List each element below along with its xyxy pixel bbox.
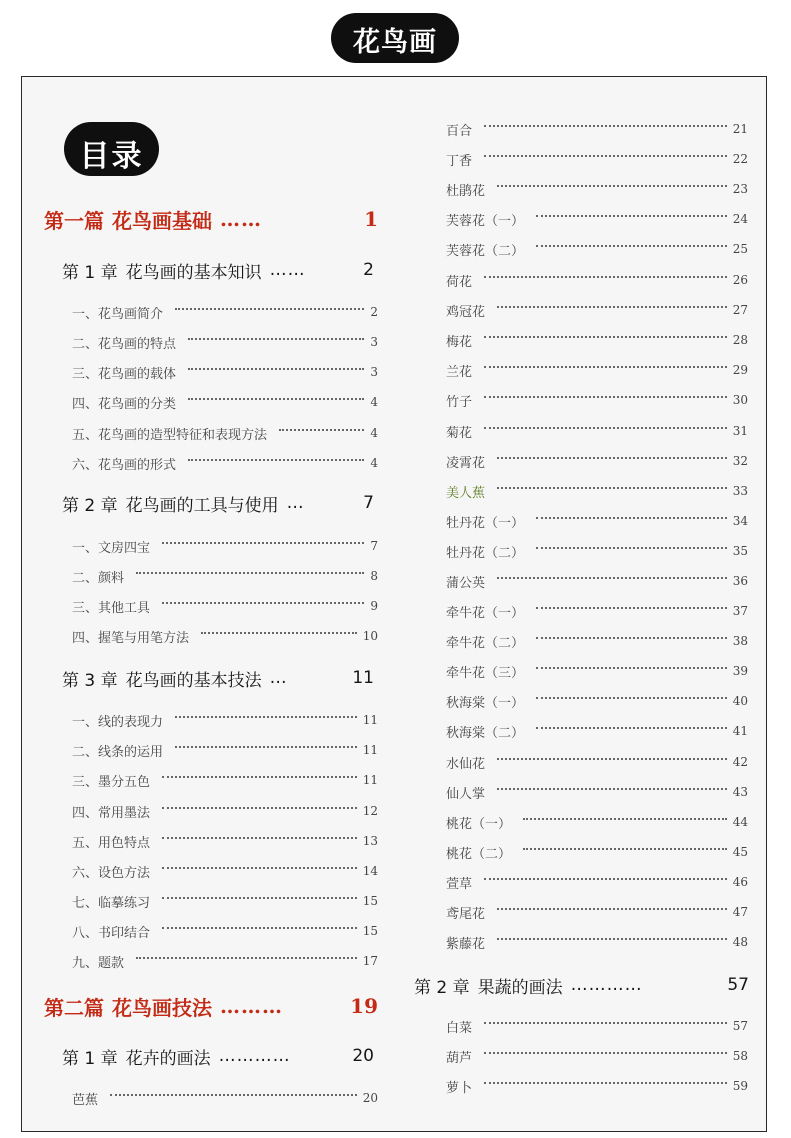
entry-title: 葫芦 bbox=[446, 1050, 473, 1066]
entry-page-number: 4 bbox=[370, 456, 378, 470]
entry-page-number: 13 bbox=[362, 834, 378, 848]
header-badge bbox=[331, 13, 459, 63]
entry-title: 牡丹花（一） bbox=[446, 515, 525, 531]
entry-page-number: 59 bbox=[732, 1079, 748, 1093]
toc-entry[interactable] bbox=[446, 1016, 748, 1036]
dot-leader bbox=[162, 776, 357, 778]
entry-page-number: 11 bbox=[362, 713, 378, 727]
toc-entry[interactable] bbox=[72, 536, 378, 556]
chapter-label: 第 1 章 bbox=[62, 1048, 118, 1069]
toc-entry[interactable] bbox=[72, 332, 378, 352]
entry-page-number: 37 bbox=[732, 604, 748, 618]
dot-leader bbox=[484, 878, 727, 880]
toc-entry[interactable] bbox=[446, 481, 748, 501]
dot-leader bbox=[279, 429, 364, 431]
part-title: 花鸟画基础 bbox=[112, 208, 212, 233]
toc-entry[interactable] bbox=[446, 872, 748, 892]
dot-leader bbox=[536, 215, 727, 217]
toc-chapter-heading[interactable] bbox=[62, 1043, 374, 1069]
toc-entry[interactable] bbox=[446, 1046, 748, 1066]
entry-page-number: 23 bbox=[732, 182, 748, 196]
entry-title: 秋海棠（二） bbox=[446, 725, 525, 741]
entry-page-number: 7 bbox=[370, 539, 378, 553]
toc-entry[interactable] bbox=[446, 782, 748, 802]
entry-title: 二、线条的运用 bbox=[72, 744, 164, 760]
dot-leader bbox=[536, 727, 727, 729]
toc-entry[interactable] bbox=[72, 801, 378, 821]
toc-entry[interactable] bbox=[72, 831, 378, 851]
entry-page-number: 11 bbox=[362, 773, 378, 787]
dot-leader bbox=[175, 746, 357, 748]
toc-entry[interactable] bbox=[446, 932, 748, 952]
entry-page-number: 46 bbox=[732, 875, 748, 889]
part-label: 第二篇 bbox=[44, 995, 104, 1020]
entry-title: 一、文房四宝 bbox=[72, 540, 151, 556]
chapter-label: 第 2 章 bbox=[414, 977, 470, 998]
entry-page-number: 4 bbox=[370, 426, 378, 440]
entry-page-number: 34 bbox=[732, 514, 748, 528]
entry-page-number: 2 bbox=[370, 305, 378, 319]
entry-title: 紫藤花 bbox=[446, 936, 486, 952]
toc-title: 目录 bbox=[79, 139, 144, 174]
entry-title: 芙蓉花（二） bbox=[446, 243, 525, 259]
toc-entry[interactable] bbox=[446, 209, 748, 229]
dot-leader bbox=[162, 897, 357, 899]
entry-page-number: 27 bbox=[732, 303, 748, 317]
entry-title: 兰花 bbox=[446, 364, 473, 380]
dot-leader bbox=[536, 547, 727, 549]
dot-leader bbox=[536, 245, 727, 247]
entry-page-number: 8 bbox=[370, 569, 378, 583]
dot-leader bbox=[484, 366, 727, 368]
entry-page-number: 22 bbox=[732, 152, 748, 166]
entry-title: 白菜 bbox=[446, 1020, 473, 1036]
chapter-page-number: 2 bbox=[363, 260, 374, 280]
entry-title: 五、花鸟画的造型特征和表现方法 bbox=[72, 427, 268, 443]
dot-leader bbox=[536, 607, 727, 609]
entry-title: 七、临摹练习 bbox=[72, 895, 151, 911]
dot-leader bbox=[484, 1052, 727, 1054]
dot-leader bbox=[136, 957, 357, 959]
entry-title: 桃花（一） bbox=[446, 816, 512, 832]
entry-title: 牡丹花（二） bbox=[446, 545, 525, 561]
dot-leader bbox=[162, 837, 357, 839]
entry-page-number: 36 bbox=[732, 574, 748, 588]
toc-entry[interactable] bbox=[72, 362, 378, 382]
toc-entry[interactable] bbox=[446, 360, 748, 380]
dot-leader bbox=[497, 788, 727, 790]
dot-leader bbox=[162, 867, 357, 869]
entry-page-number: 28 bbox=[732, 333, 748, 347]
dot-leader bbox=[484, 276, 727, 278]
entry-page-number: 26 bbox=[732, 273, 748, 287]
chapter-leader: ………… bbox=[218, 1046, 291, 1066]
entry-title: 八、书印结合 bbox=[72, 925, 151, 941]
entry-page-number: 15 bbox=[362, 924, 378, 938]
toc-entry[interactable] bbox=[72, 861, 378, 881]
entry-title: 丁香 bbox=[446, 153, 473, 169]
entry-title: 水仙花 bbox=[446, 756, 486, 772]
entry-title: 鸢尾花 bbox=[446, 906, 486, 922]
entry-page-number: 10 bbox=[362, 629, 378, 643]
toc-entry[interactable] bbox=[446, 390, 748, 410]
entry-page-number: 29 bbox=[732, 363, 748, 377]
toc-entry[interactable] bbox=[446, 661, 748, 681]
entry-page-number: 9 bbox=[370, 599, 378, 613]
entry-title: 三、墨分五色 bbox=[72, 774, 151, 790]
dot-leader bbox=[175, 716, 357, 718]
toc-entry[interactable] bbox=[72, 891, 378, 911]
entry-page-number: 21 bbox=[732, 122, 748, 136]
part-page-number: 1 bbox=[364, 207, 378, 231]
entry-title: 桃花（二） bbox=[446, 846, 512, 862]
toc-entry[interactable] bbox=[72, 302, 378, 322]
toc-entry[interactable] bbox=[72, 566, 378, 586]
chapter-leader: ………… bbox=[570, 975, 643, 995]
toc-entry[interactable] bbox=[446, 812, 748, 832]
header-badge-text: 花鸟画 bbox=[353, 27, 437, 58]
toc-entry[interactable] bbox=[446, 149, 748, 169]
chapter-page-number: 57 bbox=[727, 975, 749, 995]
toc-entry[interactable] bbox=[446, 179, 748, 199]
entry-title: 六、花鸟画的形式 bbox=[72, 457, 177, 473]
entry-title: 芙蓉花（一） bbox=[446, 213, 525, 229]
chapter-leader: … bbox=[269, 668, 288, 688]
toc-entry[interactable] bbox=[446, 451, 748, 471]
toc-entry[interactable] bbox=[446, 902, 748, 922]
toc-entry[interactable] bbox=[72, 596, 378, 616]
entry-page-number: 15 bbox=[362, 894, 378, 908]
dot-leader bbox=[523, 818, 727, 820]
toc-entry[interactable] bbox=[446, 842, 748, 862]
toc-part-heading[interactable] bbox=[44, 206, 384, 232]
entry-title: 五、用色特点 bbox=[72, 835, 151, 851]
dot-leader bbox=[484, 336, 727, 338]
chapter-title: 花鸟画的基本技法 bbox=[125, 670, 262, 691]
toc-entry[interactable] bbox=[446, 300, 748, 320]
part-leader: …… bbox=[220, 207, 262, 231]
toc-entry[interactable] bbox=[72, 710, 378, 730]
dot-leader bbox=[162, 927, 357, 929]
entry-title: 百合 bbox=[446, 123, 473, 139]
dot-leader bbox=[497, 938, 727, 940]
part-title: 花鸟画技法 bbox=[112, 995, 212, 1020]
chapter-leader: … bbox=[286, 493, 305, 513]
entry-title: 芭蕉 bbox=[72, 1092, 99, 1108]
entry-title: 四、握笔与用笔方法 bbox=[72, 630, 190, 646]
entry-title: 梅花 bbox=[446, 334, 473, 350]
toc-entry[interactable] bbox=[446, 119, 748, 139]
entry-title: 蒲公英 bbox=[446, 575, 486, 591]
entry-title: 九、题款 bbox=[72, 955, 125, 971]
dot-leader bbox=[188, 398, 364, 400]
toc-entry[interactable] bbox=[72, 951, 378, 971]
entry-page-number: 41 bbox=[732, 724, 748, 738]
toc-entry[interactable] bbox=[446, 571, 748, 591]
dot-leader bbox=[497, 457, 727, 459]
entry-title: 二、花鸟画的特点 bbox=[72, 336, 177, 352]
toc-entry[interactable] bbox=[446, 330, 748, 350]
toc-entry[interactable] bbox=[446, 541, 748, 561]
entry-page-number: 38 bbox=[732, 634, 748, 648]
entry-title: 四、花鸟画的分类 bbox=[72, 396, 177, 412]
toc-chapter-heading[interactable] bbox=[62, 665, 374, 691]
entry-page-number: 14 bbox=[362, 864, 378, 878]
toc-entry[interactable] bbox=[446, 270, 748, 290]
toc-entry[interactable] bbox=[446, 421, 748, 441]
chapter-title: 花鸟画的基本知识 bbox=[125, 262, 262, 283]
dot-leader bbox=[188, 459, 364, 461]
dot-leader bbox=[536, 667, 727, 669]
dot-leader bbox=[110, 1094, 357, 1096]
chapter-title: 果蔬的画法 bbox=[477, 977, 563, 998]
entry-title: 一、花鸟画简介 bbox=[72, 306, 164, 322]
entry-page-number: 30 bbox=[732, 393, 748, 407]
dot-leader bbox=[484, 1082, 727, 1084]
entry-page-number: 32 bbox=[732, 454, 748, 468]
toc-entry[interactable] bbox=[72, 453, 378, 473]
entry-page-number: 31 bbox=[732, 424, 748, 438]
dot-leader bbox=[188, 338, 364, 340]
dot-leader bbox=[175, 308, 364, 310]
dot-leader bbox=[136, 572, 364, 574]
dot-leader bbox=[162, 602, 364, 604]
chapter-title: 花鸟画的工具与使用 bbox=[125, 495, 279, 516]
chapter-title: 花卉的画法 bbox=[125, 1048, 211, 1069]
chapter-label: 第 3 章 bbox=[62, 670, 118, 691]
entry-page-number: 47 bbox=[732, 905, 748, 919]
entry-page-number: 35 bbox=[732, 544, 748, 558]
dot-leader bbox=[497, 185, 727, 187]
dot-leader bbox=[201, 632, 357, 634]
dot-leader bbox=[162, 807, 357, 809]
entry-title: 二、颜料 bbox=[72, 570, 125, 586]
entry-page-number: 39 bbox=[732, 664, 748, 678]
entry-page-number: 40 bbox=[732, 694, 748, 708]
dot-leader bbox=[188, 368, 364, 370]
entry-title: 鸡冠花 bbox=[446, 304, 486, 320]
entry-title: 荷花 bbox=[446, 274, 473, 290]
dot-leader bbox=[523, 848, 727, 850]
dot-leader bbox=[536, 697, 727, 699]
entry-page-number: 17 bbox=[362, 954, 378, 968]
chapter-page-number: 20 bbox=[352, 1046, 374, 1066]
entry-title: 杜鹃花 bbox=[446, 183, 486, 199]
entry-page-number: 3 bbox=[370, 365, 378, 379]
entry-title: 四、常用墨法 bbox=[72, 805, 151, 821]
toc-entry[interactable] bbox=[446, 752, 748, 772]
entry-title: 凌霄花 bbox=[446, 455, 486, 471]
entry-title: 竹子 bbox=[446, 394, 473, 410]
entry-page-number: 25 bbox=[732, 242, 748, 256]
toc-entry[interactable] bbox=[72, 921, 378, 941]
entry-page-number: 58 bbox=[732, 1049, 748, 1063]
part-leader: ……… bbox=[220, 994, 283, 1018]
toc-entry[interactable] bbox=[72, 1088, 378, 1108]
entry-page-number: 48 bbox=[732, 935, 748, 949]
part-label: 第一篇 bbox=[44, 208, 104, 233]
chapter-label: 第 2 章 bbox=[62, 495, 118, 516]
entry-page-number: 43 bbox=[732, 785, 748, 799]
entry-title: 美人蕉 bbox=[446, 485, 486, 501]
entry-page-number: 44 bbox=[732, 815, 748, 829]
entry-page-number: 20 bbox=[362, 1091, 378, 1105]
chapter-label: 第 1 章 bbox=[62, 262, 118, 283]
part-page-number: 19 bbox=[350, 994, 378, 1018]
dot-leader bbox=[484, 125, 727, 127]
entry-title: 三、花鸟画的载体 bbox=[72, 366, 177, 382]
entry-title: 萝卜 bbox=[446, 1080, 473, 1096]
entry-title: 三、其他工具 bbox=[72, 600, 151, 616]
chapter-page-number: 7 bbox=[363, 493, 374, 513]
dot-leader bbox=[484, 396, 727, 398]
entry-page-number: 4 bbox=[370, 395, 378, 409]
toc-entry[interactable] bbox=[72, 740, 378, 760]
toc-entry[interactable] bbox=[446, 239, 748, 259]
chapter-page-number: 11 bbox=[352, 668, 374, 688]
toc-chapter-heading[interactable] bbox=[62, 257, 374, 283]
entry-title: 六、设色方法 bbox=[72, 865, 151, 881]
entry-title: 牵牛花（一） bbox=[446, 605, 525, 621]
toc-entry[interactable] bbox=[72, 626, 378, 646]
toc-entry[interactable] bbox=[72, 770, 378, 790]
entry-title: 仙人掌 bbox=[446, 786, 486, 802]
entry-title: 萱草 bbox=[446, 876, 473, 892]
dot-leader bbox=[536, 517, 727, 519]
toc-chapter-heading[interactable] bbox=[414, 972, 749, 998]
toc-entry[interactable] bbox=[72, 423, 378, 443]
toc-entry[interactable] bbox=[446, 721, 748, 741]
entry-page-number: 3 bbox=[370, 335, 378, 349]
entry-title: 秋海棠（一） bbox=[446, 695, 525, 711]
dot-leader bbox=[536, 637, 727, 639]
toc-entry[interactable] bbox=[446, 511, 748, 531]
entry-page-number: 42 bbox=[732, 755, 748, 769]
toc-entry[interactable] bbox=[446, 631, 748, 651]
dot-leader bbox=[484, 427, 727, 429]
entry-page-number: 12 bbox=[362, 804, 378, 818]
entry-title: 牵牛花（三） bbox=[446, 665, 525, 681]
dot-leader bbox=[497, 487, 727, 489]
dot-leader bbox=[484, 1022, 727, 1024]
dot-leader bbox=[162, 542, 364, 544]
toc-part-heading[interactable] bbox=[44, 993, 384, 1019]
toc-entry[interactable] bbox=[446, 1076, 748, 1096]
entry-title: 一、线的表现力 bbox=[72, 714, 164, 730]
entry-page-number: 11 bbox=[362, 743, 378, 757]
dot-leader bbox=[497, 908, 727, 910]
toc-chapter-heading[interactable] bbox=[62, 490, 374, 516]
toc-entry[interactable] bbox=[72, 392, 378, 412]
entry-page-number: 57 bbox=[732, 1019, 748, 1033]
dot-leader bbox=[484, 155, 727, 157]
entry-title: 牵牛花（二） bbox=[446, 635, 525, 651]
toc-entry[interactable] bbox=[446, 691, 748, 711]
toc-title-badge bbox=[64, 122, 159, 176]
entry-page-number: 45 bbox=[732, 845, 748, 859]
dot-leader bbox=[497, 758, 727, 760]
entry-title: 菊花 bbox=[446, 425, 473, 441]
dot-leader bbox=[497, 306, 727, 308]
entry-page-number: 33 bbox=[732, 484, 748, 498]
dot-leader bbox=[497, 577, 727, 579]
toc-entry[interactable] bbox=[446, 601, 748, 621]
entry-page-number: 24 bbox=[732, 212, 748, 226]
chapter-leader: …… bbox=[269, 260, 306, 280]
